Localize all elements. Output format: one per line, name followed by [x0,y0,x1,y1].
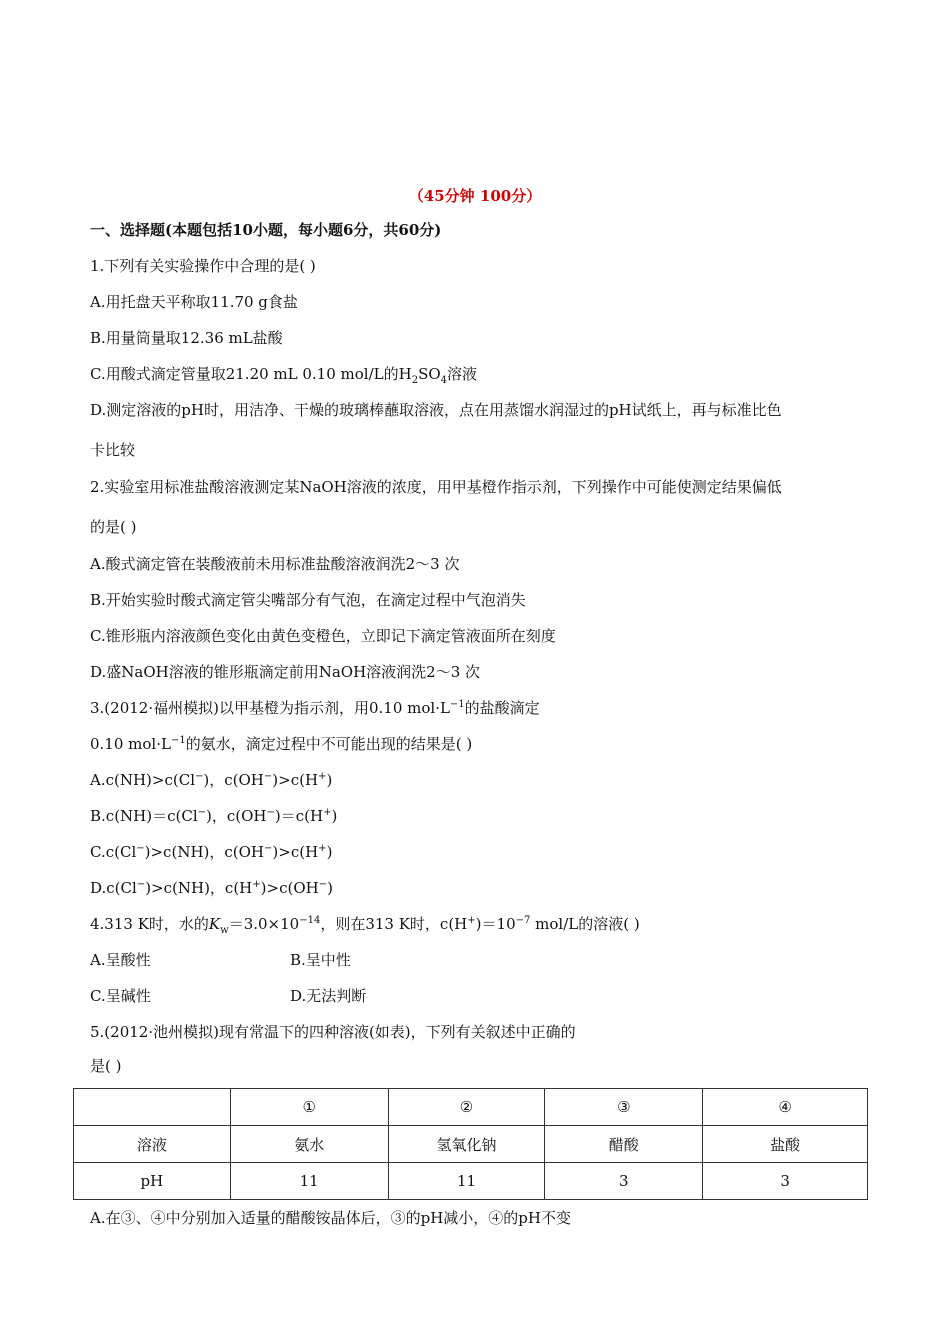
table-cell: 溶液 [74,1126,231,1163]
solutions-table [73,1088,868,1200]
q1-option-d-line2: 卡比较 [90,441,136,459]
q2-option-d: D.盛NaOH溶液的锥形瓶滴定前用NaOH溶液润洗2～3 次 [90,663,481,681]
section-title: 一、选择题(本题包括10小题，每小题6分，共60分) [90,221,442,239]
q3-option-a: A.c(NH)>c(Cl−)，c(OH−)>c(H+) [90,771,333,789]
table-cell: 氢氧化钠 [388,1126,545,1163]
q1-stem: 1.下列有关实验操作中合理的是( ) [90,257,316,275]
q3-option-d: D.c(Cl−)>c(NH)，c(H+)>c(OH−) [90,879,333,897]
q2-option-a: A.酸式滴定管在装酸液前未用标准盐酸溶液润洗2～3 次 [90,555,460,573]
table-cell: 11 [230,1163,388,1200]
q2-option-b: B.开始实验时酸式滴定管尖嘴部分有气泡，在滴定过程中气泡消失 [90,591,526,609]
q2-stem-line2: 的是( ) [90,518,137,536]
table-row [74,1163,868,1200]
q1-option-b: B.用量筒量取12.36 mL盐酸 [90,329,283,347]
table-cell: 盐酸 [703,1126,868,1163]
q1-option-c: C.用酸式滴定管量取21.20 mL 0.10 mol/L的$H_2SO_4$溶液 [90,365,478,386]
q2-option-c: C.锥形瓶内溶液颜色变化由黄色变橙色，立即记下滴定管液面所在刻度 [90,627,556,645]
table-cell: ④ [703,1089,868,1126]
q4-stem: 4.313 K时，水的$K_w=3.0\times 10^{-14}$，则在313 K时，$c(H^+)=10^{-7}$ mol/L的溶液( ) [90,915,640,936]
table-header-row [74,1089,868,1126]
q1-option-a: A.用托盘天平称取11.70 g食盐 [90,293,298,311]
table-cell: 11 [388,1163,545,1200]
q4-options-row1 [90,950,351,970]
q4-option-d: D.无法判断 [290,987,367,1005]
table-cell: ① [230,1089,388,1126]
q5-stem-line1: 5.(2012·池州模拟)现有常温下的四种溶液(如表)，下列有关叙述中正确的 [90,1023,576,1041]
q5-option-a: A.在③、④中分别加入适量的醋酸铵晶体后，③的pH减小，④的pH不变 [90,1209,571,1227]
table-cell: 3 [703,1163,868,1200]
q3-stem-line1: 3.(2012·福州模拟)以甲基橙为指示剂，用0.10 $mol\cdot L^{-1}$的盐酸滴定 [90,699,540,717]
table-cell: 醋酸 [545,1126,703,1163]
q1-option-d-line1: D.测定溶液的pH时，用洁净、干燥的玻璃棒蘸取溶液，点在用蒸馏水润湿过的pH试纸上，再与标准比色 [90,401,782,419]
table-cell: pH [74,1163,231,1200]
q5-stem-line2: 是( ) [90,1057,122,1075]
table-cell: 氨水 [230,1126,388,1163]
table-cell [74,1089,231,1126]
time-score-header: （45分钟 100分） [408,187,542,205]
table-cell: 3 [545,1163,703,1200]
q4-option-c: C.呈碱性 [90,987,151,1005]
q3-stem-line2: 0.10 $mol\cdot L^{-1}$的氨水，滴定过程中不可能出现的结果是( ) [90,735,473,753]
q3-option-c: C.c(Cl−)>c(NH)，c(OH−)>c(H+) [90,843,333,861]
q4-options-row2 [90,986,367,1006]
q4-option-b: B.呈中性 [290,951,351,969]
q2-stem-line1: 2.实验室用标准盐酸溶液测定某NaOH溶液的浓度，用甲基橙作指示剂，下列操作中可能使测定结果偏低 [90,478,782,496]
q4-option-a: A.呈酸性 [90,951,151,969]
table-cell: ② [388,1089,545,1126]
table-row [74,1126,868,1163]
q3-option-b: B.c(NH)＝c(Cl−)，c(OH−)＝c(H+) [90,807,338,825]
table-cell: ③ [545,1089,703,1126]
